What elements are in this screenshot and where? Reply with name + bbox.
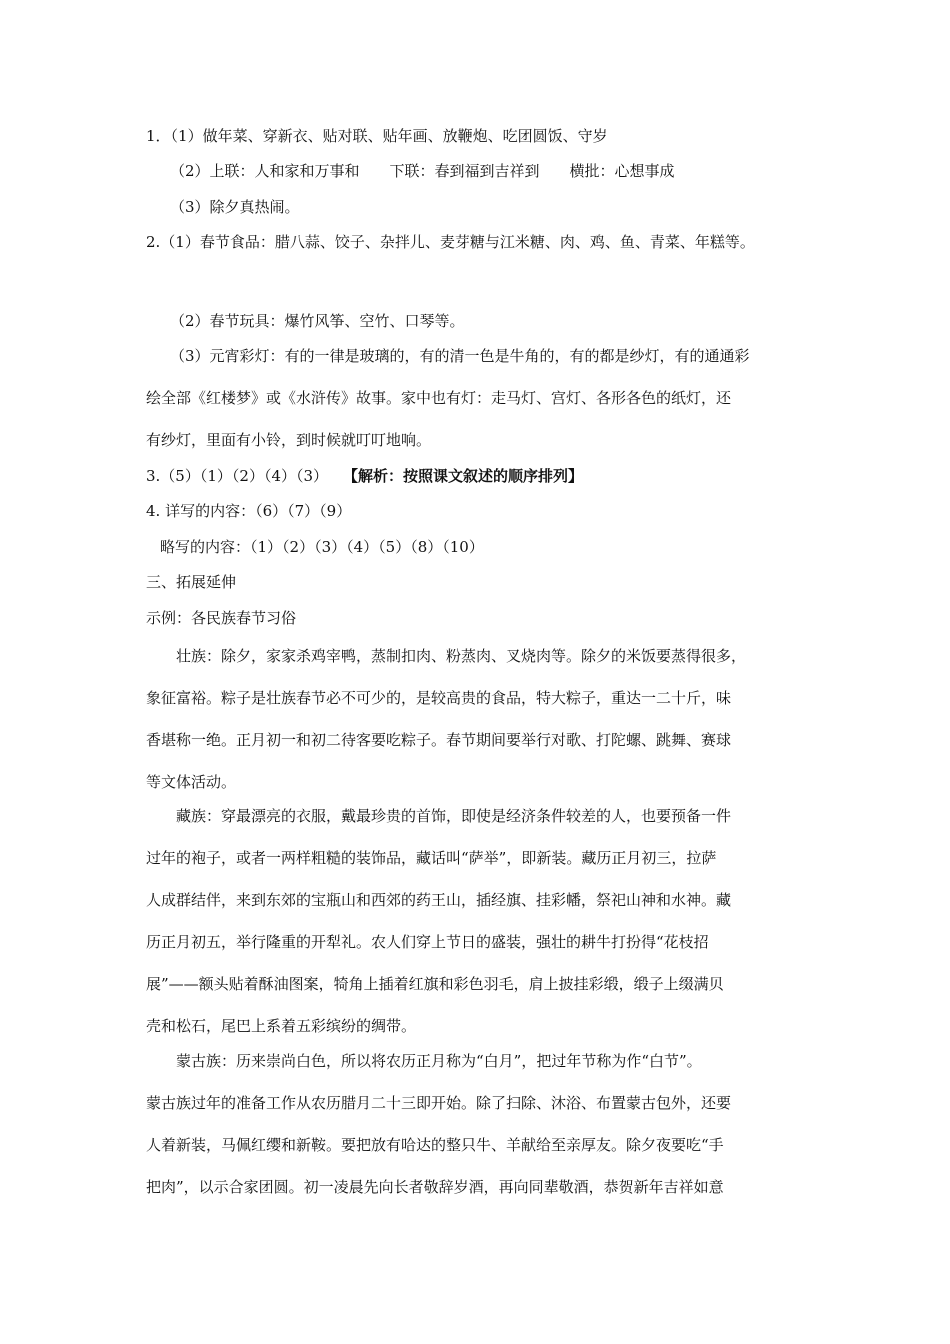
mongol-paragraph-line-2: 蒙古族过年的准备工作从农历腊月二十三即开始。除了扫除、沐浴、布置蒙古包外，还要	[146, 1094, 732, 1112]
zang-paragraph-line-5: 展”——额头贴着酥油图案，犄角上插着红旗和彩色羽毛，肩上披挂彩缎，缎子上缀满贝	[146, 975, 724, 993]
zhuang-paragraph-line-3: 香堪称一绝。正月初一和初二待客要吃粽子。春节期间要举行对歌、打陀螺、跳舞、赛球	[146, 731, 732, 749]
answer-2-line-3: （3）元宵彩灯：有的一律是玻璃的，有的清一色是牛角的，有的都是纱灯，有的通通彩	[170, 347, 750, 365]
answer-2-line-1: 2.（1）春节食品：腊八蒜、饺子、杂拌儿、麦芽糖与江米糖、肉、鸡、鱼、青菜、年糕等。	[146, 233, 755, 251]
mongol-paragraph-line-4: 把肉”，以示合家团圆。初一凌晨先向长者敬辞岁酒，再向同辈敬酒，恭贺新年吉祥如意	[146, 1178, 724, 1196]
section-heading: 三、拓展延伸	[146, 573, 237, 591]
example-heading: 示例：各民族春节习俗	[146, 609, 297, 627]
answer-1-line-1: 1．（1）做年菜、穿新衣、贴对联、贴年画、放鞭炮、吃团圆饭、守岁	[146, 127, 608, 145]
zhuang-paragraph-line-2: 象征富裕。粽子是壮族春节必不可少的，是较高贵的食品，特大粽子，重达一二十斤，味	[146, 689, 732, 707]
mongol-paragraph-line-3: 人着新装，马佩红缨和新鞍。要把放有哈达的整只牛、羊献给至亲厚友。除夕夜要吃“手	[146, 1136, 724, 1154]
zang-paragraph-line-3: 人成群结伴，来到东郊的宝瓶山和西郊的药王山，插经旗、挂彩幡，祭祀山神和水神。藏	[146, 891, 732, 909]
zhuang-paragraph-line-4: 等文体活动。	[146, 773, 237, 791]
answer-3-line	[146, 466, 583, 486]
zhuang-paragraph-line-1: 壮族：除夕，家家杀鸡宰鸭，蒸制扣肉、粉蒸肉、叉烧肉等。除夕的米饭要蒸得很多，	[176, 647, 747, 665]
answer-2-line-2: （2）春节玩具：爆竹风筝、空竹、口琴等。	[170, 312, 465, 330]
zang-paragraph-line-4: 历正月初五，举行隆重的开犁礼。农人们穿上节日的盛装，强壮的耕牛打扮得“花枝招	[146, 933, 709, 951]
answer-1-line-3: （3）除夕真热闹。	[170, 198, 300, 216]
answer-4-line-2: 略写的内容：（1）（2）（3）（4）（5）（8）（10）	[160, 538, 484, 556]
zang-paragraph-line-1: 藏族：穿最漂亮的衣服，戴最珍贵的首饰，即使是经济条件较差的人，也要预备一件	[176, 807, 732, 825]
answer-2-line-5: 有纱灯，里面有小铃，到时候就叮叮地响。	[146, 431, 432, 449]
answer-3-order: 3.（5）（1）（2）（4）（3）	[146, 467, 351, 485]
zang-paragraph-line-2: 过年的袍子，或者一两样粗糙的装饰品，藏话叫“萨举”，即新装。藏历正月初三，拉萨	[146, 849, 717, 867]
mongol-paragraph-line-1: 蒙古族：历来崇尚白色，所以将农历正月称为“白月”，把过年节称为作“白节”。	[176, 1052, 702, 1070]
answer-2-line-4: 绘全部《红楼梦》或《水浒传》故事。家中也有灯：走马灯、宫灯、各形各色的纸灯，还	[146, 389, 732, 407]
answer-4-line-1: 4. 详写的内容：（6）（7）（9）	[146, 502, 352, 520]
answer-3-analysis: 【解析：按照课文叙述的顺序排列】	[350, 467, 584, 485]
zang-paragraph-line-6: 壳和松石，尾巴上系着五彩缤纷的绸带。	[146, 1017, 417, 1035]
answer-1-line-2: （2）上联：人和家和万事和 下联：春到福到吉祥到 横批：心想事成	[170, 162, 675, 180]
